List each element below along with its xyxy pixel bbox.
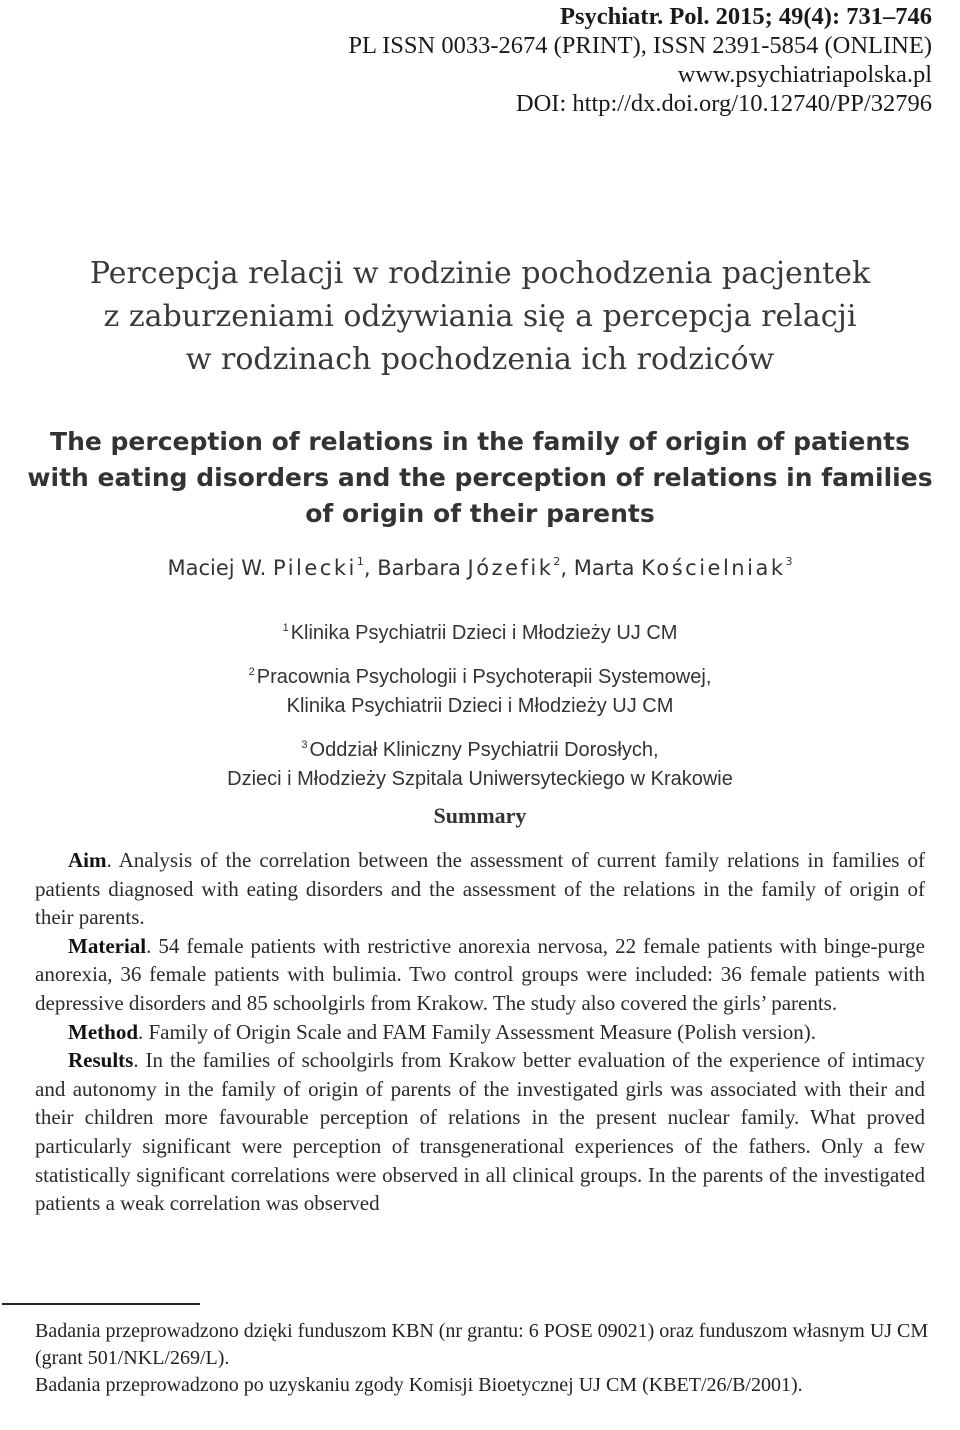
abstract-method <box>35 1018 925 1047</box>
title-english-line: of origin of their parents <box>305 499 655 528</box>
title-english <box>0 424 960 532</box>
affiliation-item <box>0 614 960 648</box>
abstract-material <box>35 932 925 1018</box>
abstract-results <box>35 1046 925 1218</box>
aim-label: Aim <box>68 848 107 872</box>
method-text: . Family of Origin Scale and FAM Family Assessment Measure (Polish version). <box>138 1019 816 1044</box>
footnote-ethics: Badania przeprowadzono po uzyskaniu zgody Komisji Bioetycznej UJ CM (KBET/26/B/2001). <box>35 1374 803 1396</box>
issn-line: PL ISSN 0033-2674 (PRINT), ISSN 2391-5854 (ONLINE) <box>348 32 932 59</box>
abstract-aim <box>35 846 925 932</box>
aim-text: . Analysis of the correlation between the assessment of current family relations in families of patients diagnosed with eating disorders and the assessment of the relations in the family of origin of their parents. <box>35 848 925 930</box>
results-text: . In the families of schoolgirls from Krakow better evaluation of the experience of intimacy and autonomy in the family of origin of parents of the investigated girls was associated with their and their children more favourable perception of relations in the present nuclear family. What proved particularly significant were perception of transgenerational experiences of the fathers. Only a few statistically significant correlations were observed in all clinical groups. In the parents of the investigated patients a weak correlation was observed <box>35 1048 925 1216</box>
title-polish <box>0 252 960 381</box>
affiliation-marker: 3 <box>301 739 308 751</box>
author-surname: Kościelniak <box>641 556 786 580</box>
material-label: Material <box>68 933 147 958</box>
title-polish-line: Percepcja relacji w rodzinie pochodzenia pacjentek <box>89 256 871 291</box>
results-label: Results <box>68 1048 134 1073</box>
author-given-name: Marta <box>573 556 642 580</box>
footnotes <box>35 1318 947 1399</box>
affiliation-item <box>0 731 960 794</box>
affiliation-line: Klinika Psychiatrii Dzieci i Młodzieży UJ CM <box>290 622 678 644</box>
abstract-body <box>35 846 925 1218</box>
author-given-name: Maciej W. <box>167 556 274 580</box>
title-polish-line: w rodzinach pochodzenia ich rodziców <box>185 342 775 377</box>
website-link[interactable]: www.psychiatriapolska.pl <box>677 61 932 88</box>
author-list <box>0 546 960 584</box>
title-polish-line: z zaburzeniami odżywiania się a percepcja relacji <box>103 299 857 334</box>
affiliation-list <box>0 614 960 804</box>
article-header <box>348 2 932 118</box>
doi-link[interactable]: DOI: http://dx.doi.org/10.12740/PP/32796 <box>515 90 932 117</box>
summary-heading: Summary <box>433 803 527 828</box>
material-text: . 54 female patients with restrictive anorexia nervosa, 22 female patients with binge-purge anorexia, 36 female patients with bulimia. Two control groups were included: 36 female patients with depressive disorders and 85 schoolgirls from Krakow. The study also covered the girls’ parents. <box>35 933 925 1015</box>
author-surname: Pilecki <box>273 556 357 580</box>
title-english-line: with eating disorders and the perception of relations in families <box>27 463 933 492</box>
affiliation-line: Klinika Psychiatrii Dzieci i Młodzieży UJ CM <box>286 695 674 717</box>
affiliation-line: Pracownia Psychologii i Psychoterapii Systemowej, <box>256 666 712 688</box>
footnote-funding: Badania przeprowadzono dzięki funduszom KBN (nr grantu: 6 POSE 09021) oraz funduszom własnym UJ CM (grant 501/NKL/269/L). <box>35 1320 929 1369</box>
author-given-name: Barbara <box>377 556 468 580</box>
affiliation-marker: 1 <box>282 622 289 634</box>
footnote-divider <box>2 1303 200 1305</box>
affiliation-line: Dzieci i Młodzieży Szpitala Uniwersyteckiego w Krakowie <box>227 768 733 790</box>
author-affiliation-marker: 3 <box>785 555 793 568</box>
author-surname: Józefik <box>467 556 554 580</box>
affiliation-line: Oddział Kliniczny Psychiatrii Dorosłych, <box>309 739 659 761</box>
affiliation-marker: 2 <box>248 666 255 678</box>
journal-citation: Psychiatr. Pol. 2015; 49(4): 731–746 <box>560 3 932 30</box>
author-separator: , <box>363 556 378 580</box>
title-english-line: The perception of relations in the family of origin of patients <box>50 427 910 456</box>
method-label: Method <box>68 1019 138 1044</box>
affiliation-item <box>0 658 960 721</box>
author-affiliation-marker: 2 <box>553 555 561 568</box>
author-affiliation-marker: 1 <box>356 555 364 568</box>
author-separator: , <box>560 556 574 580</box>
